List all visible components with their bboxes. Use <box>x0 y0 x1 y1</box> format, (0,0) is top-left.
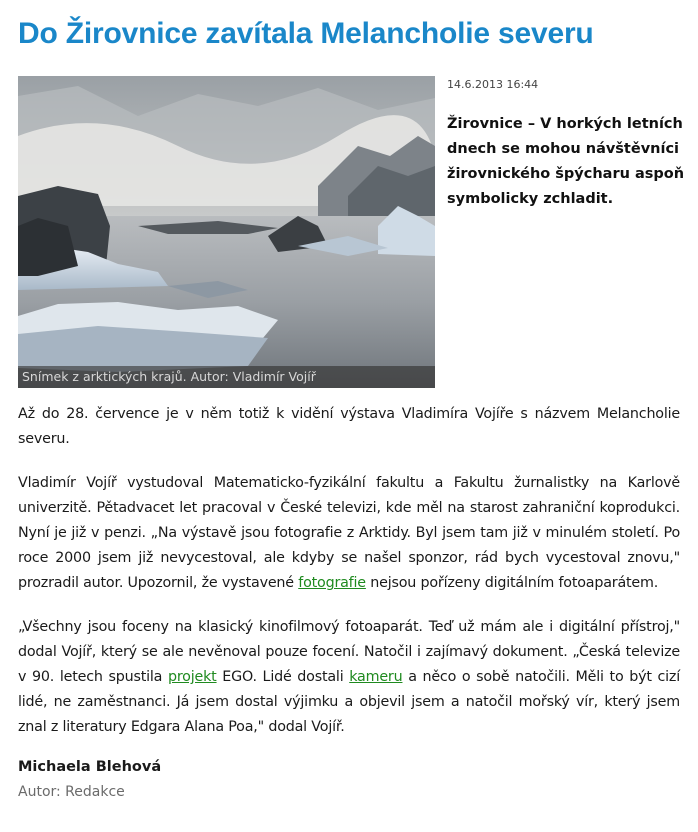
article-lead: Žirovnice – V horkých letních dnech se mohou návštěvníci žirovnického špýcharu aspoň symbolicky zchladit. <box>447 116 685 207</box>
paragraph-text: „Všechny jsou foceny na klasický kinofilmový fotoaparát. Teď už mám ale i digitální přístroj," dodal Vojíř, který se ale nevěnoval pouze focení. Natočil i zajímavý dokument. „Česká televize v 90. letech spustila <box>18 619 680 685</box>
article-signature: Michaela Blehová <box>18 759 162 775</box>
photo-caption: Snímek z arktických krajů. Autor: Vladimír Vojíř <box>18 366 435 388</box>
paragraph-text: EGO. Lidé dostali <box>216 669 350 685</box>
article-body <box>18 402 680 775</box>
paragraph-text: nejsou pořízeny digitálním fotoaparátem. <box>365 575 659 591</box>
author-line: Autor: Redakce <box>18 784 125 800</box>
link-fotografie[interactable]: fotografie <box>298 575 366 591</box>
arctic-landscape-image <box>18 76 435 388</box>
link-kameru[interactable]: kameru <box>349 669 403 685</box>
paragraph-text: Vladimír Vojíř vystudoval Matematicko-fyzikální fakultu a Fakultu žurnalistky na Karlově univerzitě. Pětadvacet let pracoval v České televizi, kde měl na starost zahraniční koprodukci. Nyní je již v penzi. „Na výstavě jsou fotografie z Arktidy. Byl jsem tam již v minulém století. Po roce 2000 jsem již nevycestoval, ale kdyby se našel sponzor, rád bych vycestoval znovu," prozradil autor. Upozornil, že vystavené <box>18 475 680 591</box>
paragraph-1 <box>18 402 680 452</box>
paragraph-2 <box>18 471 680 596</box>
article-title: Do Žirovnice zavítala Melancholie severu <box>18 17 594 50</box>
link-projekt[interactable]: projekt <box>167 669 217 685</box>
article-photo[interactable] <box>18 76 435 388</box>
paragraph-text: a něco o sobě natočili. Měli to být cizí lidé, ne zaměstnanci. Já jsem dostal výjimku a objevil jsem a natočil mořský vír, který jsem znal z literatury Edgara Alana Poa," dodal Vojíř. <box>18 669 680 735</box>
publish-date: 14.6.2013 16:44 <box>447 78 539 91</box>
paragraph-3 <box>18 615 680 740</box>
paragraph-text: Až do 28. července je v něm totiž k vidění výstava Vladimíra Vojíře s názvem Melancholie severu. <box>18 406 680 447</box>
article-meta <box>447 78 687 212</box>
